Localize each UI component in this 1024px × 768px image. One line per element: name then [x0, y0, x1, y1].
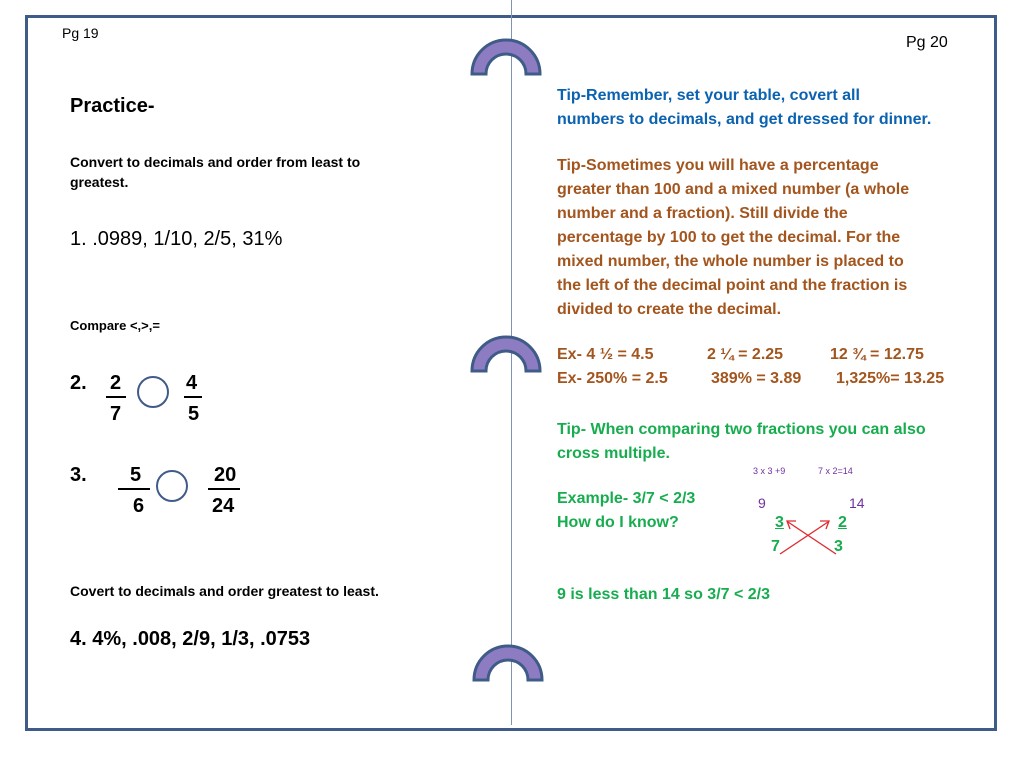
- example-1-b: 2 ¼ = 2.25: [707, 346, 784, 363]
- cross-label-left: 3 x 3 +9: [753, 466, 786, 476]
- right-page-number: Pg 20: [906, 34, 948, 51]
- problem-4: 4. 4%, .008, 2/9, 1/3, .0753: [70, 628, 311, 650]
- problem-2-fraction-b-denominator: 5: [188, 403, 200, 425]
- comparison-circle[interactable]: [156, 470, 188, 502]
- tip-sometimes: [557, 154, 909, 322]
- problem-3-fraction-a-denominator: 6: [133, 495, 145, 517]
- tip-line: Tip-Remember, set your table, covert all: [557, 87, 860, 104]
- cross-multiply-arrows: [770, 514, 850, 558]
- problem-1: 1. .0989, 1/10, 2/5, 31%: [70, 228, 283, 250]
- tip-line: Tip- When comparing two fractions you can also: [557, 421, 926, 438]
- fraction-bar: [184, 396, 202, 398]
- product-right: 14: [849, 495, 865, 511]
- compare-label: Compare <,>,=: [70, 318, 160, 333]
- comparison-circle[interactable]: [137, 376, 169, 408]
- conclusion: 9 is less than 14 so 3/7 < 2/3: [557, 586, 771, 603]
- tip-line: number and a fraction). Still divide the: [557, 205, 848, 222]
- binder-ring-top: [468, 34, 544, 76]
- cross-fraction-b-denominator: 3: [834, 538, 843, 555]
- problem-2-fraction-b-numerator: 4: [186, 372, 198, 394]
- example-2-c: 1,325%= 13.25: [836, 370, 945, 387]
- cross-arrow-line: [788, 522, 836, 554]
- tip-line: mixed number, the whole number is placed to: [557, 253, 904, 270]
- tip-line: numbers to decimals, and get dressed for dinner.: [557, 111, 932, 128]
- cross-fraction-b-numerator: 2: [838, 514, 847, 531]
- fraction-bar: [106, 396, 126, 398]
- problem-2-number: 2.: [70, 372, 87, 394]
- fraction-bar: [118, 488, 150, 490]
- problem-3-fraction-a-numerator: 5: [130, 464, 142, 486]
- problem-2-fraction-a-denominator: 7: [110, 403, 122, 425]
- tip-line: the left of the decimal point and the fraction is: [557, 277, 908, 294]
- cross-arrow-line: [780, 522, 828, 554]
- fraction-bar: [208, 488, 240, 490]
- cross-fraction-a-denominator: 7: [771, 538, 780, 555]
- left-page-number: Pg 19: [62, 25, 99, 41]
- tip-line: divided to create the decimal.: [557, 301, 782, 318]
- example-2-a: Ex- 250% = 2.5: [557, 370, 668, 387]
- example-1-a: Ex- 4 ½ = 4.5: [557, 346, 654, 363]
- problem-2-fraction-a-numerator: 2: [110, 372, 122, 394]
- practice-heading: Practice-: [70, 95, 155, 117]
- binder-ring-middle: [468, 331, 544, 373]
- tip-line: cross multiple.: [557, 445, 670, 462]
- cross-label-right: 7 x 2=14: [818, 466, 853, 476]
- cross-fraction-a-numerator: 3: [775, 514, 784, 531]
- tip-line: greater than 100 and a mixed number (a whole: [557, 181, 910, 198]
- instruction-least-to-greatest: Convert to decimals and order from least to greatest.: [70, 154, 361, 190]
- instruction-greatest-to-least: Covert to decimals and order greatest to least.: [70, 583, 379, 599]
- problem-3-fraction-b-denominator: 24: [212, 495, 235, 517]
- product-left: 9: [758, 495, 766, 511]
- example-1-c: 12 ¾ = 12.75: [830, 346, 924, 363]
- how-do-i-know: How do I know?: [557, 514, 679, 531]
- example-2-b: 389% = 3.89: [711, 370, 802, 387]
- tip-cross-multiply: [557, 418, 926, 466]
- problem-3-fraction-b-numerator: 20: [214, 464, 237, 486]
- tip-remember: [557, 84, 931, 132]
- example-comparison: Example- 3/7 < 2/3: [557, 490, 696, 507]
- tip-line: Tip-Sometimes you will have a percentage: [557, 157, 879, 174]
- tip-line: percentage by 100 to get the decimal. For the: [557, 229, 901, 246]
- problem-3-number: 3.: [70, 464, 87, 486]
- binder-ring-bottom: [470, 640, 546, 682]
